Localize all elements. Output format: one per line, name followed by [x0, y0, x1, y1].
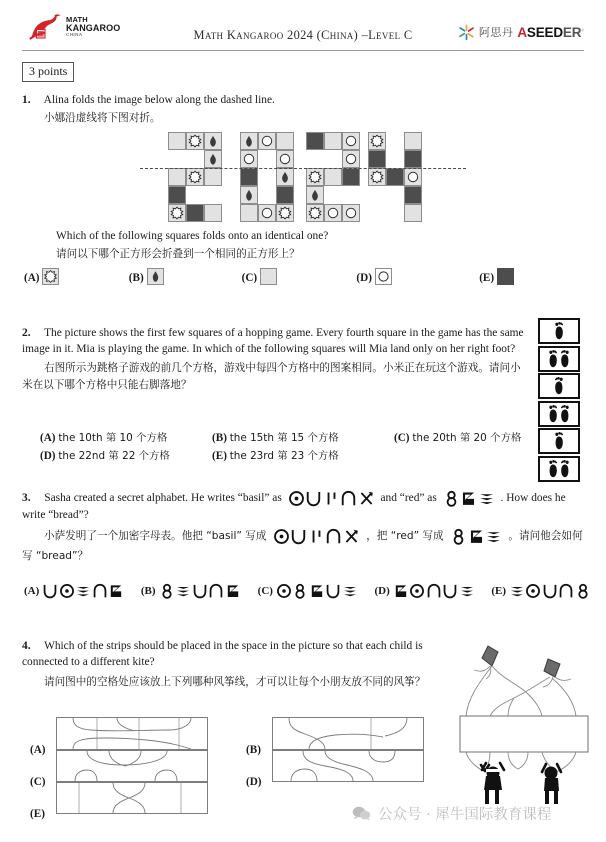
cipher-word-red [443, 490, 495, 507]
option-b-4-label: (B) [246, 744, 261, 756]
grid-cell [342, 132, 360, 150]
cipher-glyph-flag-block [393, 583, 409, 599]
cipher-answer-b [159, 583, 241, 599]
star-icon [187, 169, 203, 185]
diamond-icon [205, 133, 221, 149]
grid-cell [204, 132, 222, 150]
logo-line-3: CHINA [66, 31, 83, 37]
footer-watermark [352, 800, 592, 826]
hopscotch-square [538, 346, 580, 372]
cipher-answer-d [393, 583, 475, 599]
grid-cell [240, 150, 258, 168]
cipher-glyph-flag-block [460, 490, 477, 507]
cipher-glyph-circle-dot [276, 583, 292, 599]
diamond-icon [241, 187, 257, 203]
problem-1-statement-cn: 小娜沿虚线将下图对折。 [44, 112, 161, 125]
problem-4-number: 4. [22, 640, 31, 652]
burst-icon [458, 24, 475, 41]
diamond-icon [307, 187, 323, 203]
cipher-glyph-double-loop [159, 583, 175, 599]
cipher-glyph-double-loop [292, 583, 308, 599]
page-header [0, 0, 606, 52]
tile-dark [497, 268, 514, 285]
grid-cell [168, 132, 186, 150]
grid-cell [306, 204, 324, 222]
option-e-4[interactable] [56, 782, 208, 814]
grid-cell [276, 168, 294, 186]
grid-cell [240, 186, 258, 204]
points-badge: 3 points [22, 62, 74, 82]
cipher-glyph-u-shape [325, 583, 341, 599]
problem-1-options [24, 268, 590, 285]
aseeder-logo [458, 22, 584, 42]
grid-cell [324, 204, 342, 222]
option-c-4[interactable] [56, 750, 208, 782]
right-foot-icon [540, 320, 578, 342]
hopscotch-square [538, 318, 580, 344]
grid-cell [204, 204, 222, 222]
grid-cell [404, 168, 422, 186]
problem-1-figure [168, 132, 440, 224]
cipher-glyph-triple-wave [478, 490, 495, 507]
grid-cell [276, 204, 294, 222]
logo-line-2: KANGAROO [66, 22, 121, 33]
header-divider [22, 50, 584, 51]
problem-4-statement-cn: 请问图中的空格处应该放上下列哪种风筝线，才可以让每个小朋友放不同的风筝？ [44, 676, 426, 689]
cipher-glyph-triple-wave [509, 583, 525, 599]
cipher-word-red-cn [450, 528, 502, 545]
option-a-1[interactable]: (A) [24, 268, 126, 285]
cipher-glyph-bar-i [308, 528, 325, 545]
grid-cell [168, 168, 186, 186]
option-a-3[interactable]: (A) [24, 583, 141, 599]
left-foot-icon [540, 375, 578, 397]
grid-cell [342, 150, 360, 168]
cipher-glyph-flag-block [468, 528, 485, 545]
grid-cell [186, 132, 204, 150]
problem-4-figure [452, 632, 602, 810]
problem-4-statement-en: 4. Which of the strips should be placed in the space in the picture so that each child is connected to a different kite? [22, 640, 423, 669]
grid-cell [240, 168, 258, 186]
grid-cell [258, 132, 276, 150]
cipher-glyph-circle-dot [273, 528, 290, 545]
trademark-mark: ® [581, 27, 584, 32]
hopscotch-square [538, 401, 580, 427]
grid-cell [168, 204, 186, 222]
cipher-glyph-circle-dot [409, 583, 425, 599]
option-a-4[interactable] [56, 717, 208, 750]
cipher-glyph-arch [558, 583, 574, 599]
grid-cell [404, 186, 422, 204]
option-d-3[interactable]: (D) [374, 583, 491, 599]
problem-1-statement-en: 1. Alina folds the image below along the dashed line. [22, 94, 275, 106]
aseeder-a: A [517, 24, 527, 40]
tile-circle-icon [375, 268, 392, 285]
grid-cell [306, 132, 324, 150]
option-d-2[interactable]: (D) the 22nd 第 22 个方格 [40, 450, 170, 463]
logo-line-1: MATH [66, 15, 88, 25]
option-b-1[interactable]: (B) [129, 268, 239, 285]
grid-cell [404, 132, 422, 150]
cipher-glyph-u-shape [542, 583, 558, 599]
problem-4 [22, 638, 442, 691]
watermark-text: 公众号 · 犀牛国际教育课程 [378, 806, 552, 823]
star-icon [187, 133, 203, 149]
aseeder-wordmark [517, 25, 584, 40]
option-c-3[interactable]: (C) [258, 583, 375, 599]
problem-3-statement-en: 3. Sasha created a secret alphabet. He writes “basil” as and “red” as . How does he write “bread”? [22, 490, 584, 523]
cipher-glyph-triple-wave [75, 583, 91, 599]
option-d-4-label: (D) [246, 776, 262, 788]
grid-cell [342, 168, 360, 186]
cipher-glyph-arch [340, 490, 357, 507]
cipher-glyph-double-loop [443, 490, 460, 507]
cipher-glyph-triple-wave [459, 583, 475, 599]
star-icon [169, 205, 185, 221]
grid-cell [324, 132, 342, 150]
grid-cell [404, 150, 422, 168]
cipher-answer-e [509, 583, 591, 599]
circle-icon [277, 151, 293, 167]
option-b-4[interactable] [272, 717, 424, 750]
problem-3-options [24, 583, 594, 599]
cipher-glyph-arch [208, 583, 224, 599]
cipher-glyph-u-shape [442, 583, 458, 599]
option-c-4-label: (C) [30, 776, 46, 788]
grid-cell [186, 204, 204, 222]
grid-cell [204, 150, 222, 168]
cipher-glyph-arch [325, 528, 342, 545]
hopscotch-square [538, 373, 580, 399]
circle-icon [343, 151, 359, 167]
option-b-2[interactable]: (B) the 15th 第 15 个方格 [212, 432, 339, 444]
grid-cell [342, 204, 360, 222]
option-c-1[interactable]: (C) [242, 268, 354, 285]
both-feet-icon [540, 348, 578, 370]
cipher-glyph-flag-block [108, 583, 124, 599]
cipher-glyph-triple-wave [175, 583, 191, 599]
grid-cell [368, 150, 386, 168]
option-a-4-label: (A) [30, 744, 46, 756]
grid-cell [240, 132, 258, 150]
tile-plain [260, 268, 277, 285]
cipher-glyph-circle-dot [59, 583, 75, 599]
diamond-icon [241, 133, 257, 149]
tile-diamond-icon [147, 268, 164, 285]
grid-cell [306, 168, 324, 186]
circle-icon [343, 205, 359, 221]
grid-cell [276, 132, 294, 150]
problem-3-number: 3. [22, 492, 31, 505]
cipher-glyph-flag-block [225, 583, 241, 599]
grid-cell [386, 168, 404, 186]
problem-1-question-cn: 请问以下哪个正方形会折叠到一个相同的正方形上？ [56, 248, 300, 261]
cipher-glyph-circle-dot [288, 490, 305, 507]
grid-cell [324, 168, 342, 186]
circle-icon [325, 205, 341, 221]
aseeder-cn-text: 阿思丹 [478, 27, 514, 39]
cipher-answer-c [276, 583, 358, 599]
circle-icon [259, 133, 275, 149]
circle-icon [343, 133, 359, 149]
option-e-1[interactable]: (E) [479, 268, 514, 285]
cipher-glyph-u-shape [305, 490, 322, 507]
option-e-3[interactable]: (E) [491, 583, 594, 599]
tile-star-icon [42, 268, 59, 285]
grid-cell [368, 168, 386, 186]
diamond-icon [205, 151, 221, 167]
page-title: Math Kangaroo 2024 (China) –Level C [193, 28, 413, 42]
grid-cell [306, 186, 324, 204]
option-d-1[interactable]: (D) [356, 268, 476, 285]
cipher-word-basil [288, 490, 375, 507]
problem-1-number: 1. [22, 94, 31, 106]
circle-icon [259, 205, 275, 221]
grid-cell [404, 204, 422, 222]
cipher-glyph-u-shape [42, 583, 58, 599]
cipher-glyph-arrow-x [343, 528, 360, 545]
grid-cell [204, 168, 222, 186]
cipher-word-basil-cn [273, 528, 360, 545]
both-feet-icon [540, 403, 578, 425]
cipher-glyph-double-loop [575, 583, 591, 599]
circle-icon [405, 169, 421, 185]
option-e-2[interactable]: (E) the 23rd 第 23 个方格 [212, 450, 339, 463]
problem-2 [22, 325, 530, 393]
problem-2-statement-en: 2. The picture shows the first few squares of a hopping game. Every fourth square in the game has the same image in it. Mia is playing the game. In which of the following squares will Mia land only on her right foot? [22, 327, 524, 356]
grid-cell [186, 168, 204, 186]
cipher-glyph-u-shape [192, 583, 208, 599]
option-d-4[interactable] [272, 750, 424, 782]
circle-icon [241, 151, 257, 167]
star-icon [369, 133, 385, 149]
wechat-icon [352, 806, 371, 821]
cipher-glyph-flag-block [309, 583, 325, 599]
star-icon [277, 205, 293, 221]
cipher-glyph-arrow-x [358, 490, 375, 507]
problem-3 [22, 490, 584, 566]
cipher-glyph-bar-i [323, 490, 340, 507]
grid-cell [368, 132, 386, 150]
star-icon [369, 169, 385, 185]
cipher-glyph-double-loop [450, 528, 467, 545]
grid-cell [168, 186, 186, 204]
problem-2-number: 2. [22, 327, 31, 339]
grid-cell [276, 150, 294, 168]
grid-cell [276, 186, 294, 204]
cipher-glyph-triple-wave [485, 528, 502, 545]
problem-1-question [56, 228, 586, 263]
cipher-glyph-circle-dot [525, 583, 541, 599]
option-e-4-label: (E) [30, 808, 45, 820]
star-icon [307, 169, 323, 185]
cipher-glyph-u-shape [290, 528, 307, 545]
option-a-2[interactable]: (A) the 10th 第 10 个方格 [40, 432, 168, 444]
problem-1-question-en: Which of the following squares folds onto an identical one? [56, 230, 329, 242]
problem-2-statement-cn: 右图所示为跳格子游戏的前几个方格，游戏中每四个方格中的图案相同。小米正在玩这个游戏。请问小米在以下哪个方格中只能右脚落地？ [22, 362, 521, 391]
diamond-icon [277, 169, 293, 185]
aseeder-er: ER [562, 24, 582, 40]
cipher-answer-a [42, 583, 124, 599]
problem-1 [22, 92, 582, 127]
problem-2-options [40, 430, 580, 464]
cipher-glyph-triple-wave [342, 583, 358, 599]
grid-cell [258, 204, 276, 222]
option-b-3[interactable]: (B) [141, 583, 258, 599]
cipher-glyph-arch [426, 583, 442, 599]
fold-dashed-line [140, 168, 466, 169]
aseeder-seed: SEED [526, 24, 563, 40]
star-icon [307, 205, 323, 221]
cipher-glyph-arch [92, 583, 108, 599]
grid-cell [240, 204, 258, 222]
option-c-2[interactable]: (C) the 20th 第 20 个方格 [394, 432, 522, 444]
problem-3-statement-cn: 小萨发明了一个加密字母表。他把 “basil” 写成 ，把 “red” 写成 。请问他会如何写 “bread”？ [22, 527, 584, 566]
